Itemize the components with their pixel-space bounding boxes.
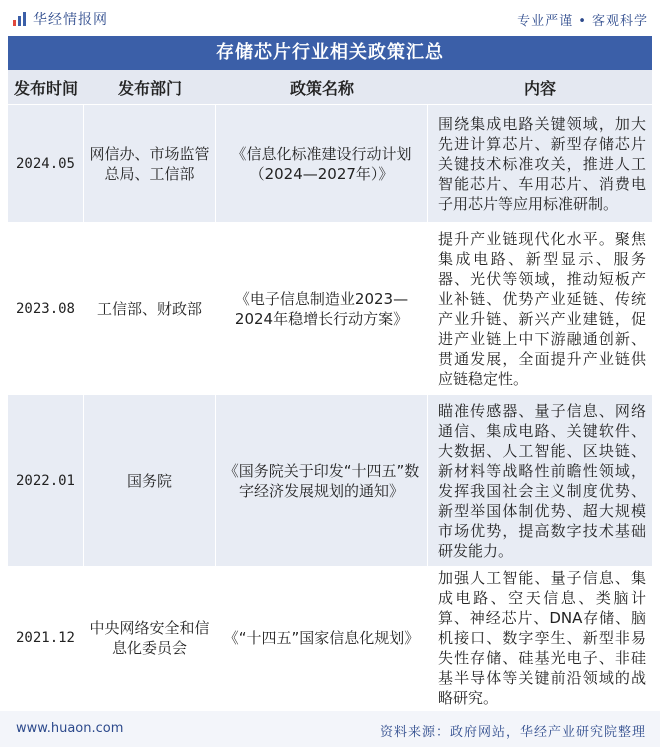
row-content: 围绕集成电路关键领域，加大先进计算芯片、新型存储芯片关键技术标准攻关，推进人工智能芯片、车用芯片、消费电子用芯片等应用标准研制。 xyxy=(438,114,646,213)
chart-logo-icon xyxy=(12,11,28,27)
footer-source: 资料来源：政府网站，华经产业研究院整理 xyxy=(379,725,646,740)
brand-slogan: 专业严谨 • 客观科学 xyxy=(517,14,648,29)
header-department: 发布部门 xyxy=(117,78,182,98)
header-content: 内容 xyxy=(523,78,556,98)
brand-logo xyxy=(12,9,108,29)
row-department: 网信办、市场监管总局、工信部 xyxy=(84,105,216,222)
table-row xyxy=(8,394,652,566)
table-row xyxy=(8,566,652,708)
footer xyxy=(0,711,660,747)
top-bar xyxy=(0,0,660,36)
row-department: 工信部、财政部 xyxy=(84,223,216,394)
row-date: 2022.01 xyxy=(8,395,84,566)
row-date: 2023.08 xyxy=(8,223,84,394)
row-date: 2021.12 xyxy=(8,567,84,708)
table-body xyxy=(8,104,652,708)
brand-name: 华经情报网 xyxy=(33,12,108,28)
header-date: 发布时间 xyxy=(13,78,78,98)
row-department: 中央网络安全和信息化委员会 xyxy=(84,567,216,708)
table-row xyxy=(8,104,652,222)
row-policy: 《电子信息制造业2023—2024年稳增长行动方案》 xyxy=(216,223,428,394)
row-content: 加强人工智能、量子信息、集成电路、空天信息、类脑计算、神经芯片、DNA存储、脑机接口、数字孪生、新型非易失性存储、硅基光电子、非硅基半导体等关键前沿领域的战略研究。 xyxy=(438,568,646,707)
row-department: 国务院 xyxy=(84,395,216,566)
table-row xyxy=(8,222,652,394)
row-policy: 《“十四五”国家信息化规划》 xyxy=(216,567,428,708)
row-date: 2024.05 xyxy=(8,105,84,222)
row-policy: 《国务院关于印发“十四五”数字经济发展规划的通知》 xyxy=(216,395,428,566)
row-policy: 《信息化标准建设行动计划（2024—2027年）》 xyxy=(216,105,428,222)
page-title: 存储芯片行业相关政策汇总 xyxy=(8,36,652,70)
row-content: 提升产业链现代化水平。聚焦集成电路、新型显示、服务器、光伏等领域，推动短板产业补链、优势产业延链、传统产业升链、新兴产业建链，促进产业链上中下游融通创新、贯通发展，全面提升产业链供应链稳定性。 xyxy=(438,229,646,388)
footer-website-link[interactable]: www.huaon.com xyxy=(16,721,124,736)
table-header xyxy=(8,70,652,104)
row-content: 瞄准传感器、量子信息、网络通信、集成电路、关键软件、大数据、人工智能、区块链、新材料等战略性前瞻性领域，发挥我国社会主义制度优势、新型举国体制优势、超大规模市场优势，提高数字技术基础研发能力。 xyxy=(438,401,646,560)
header-policy: 政策名称 xyxy=(289,78,354,98)
